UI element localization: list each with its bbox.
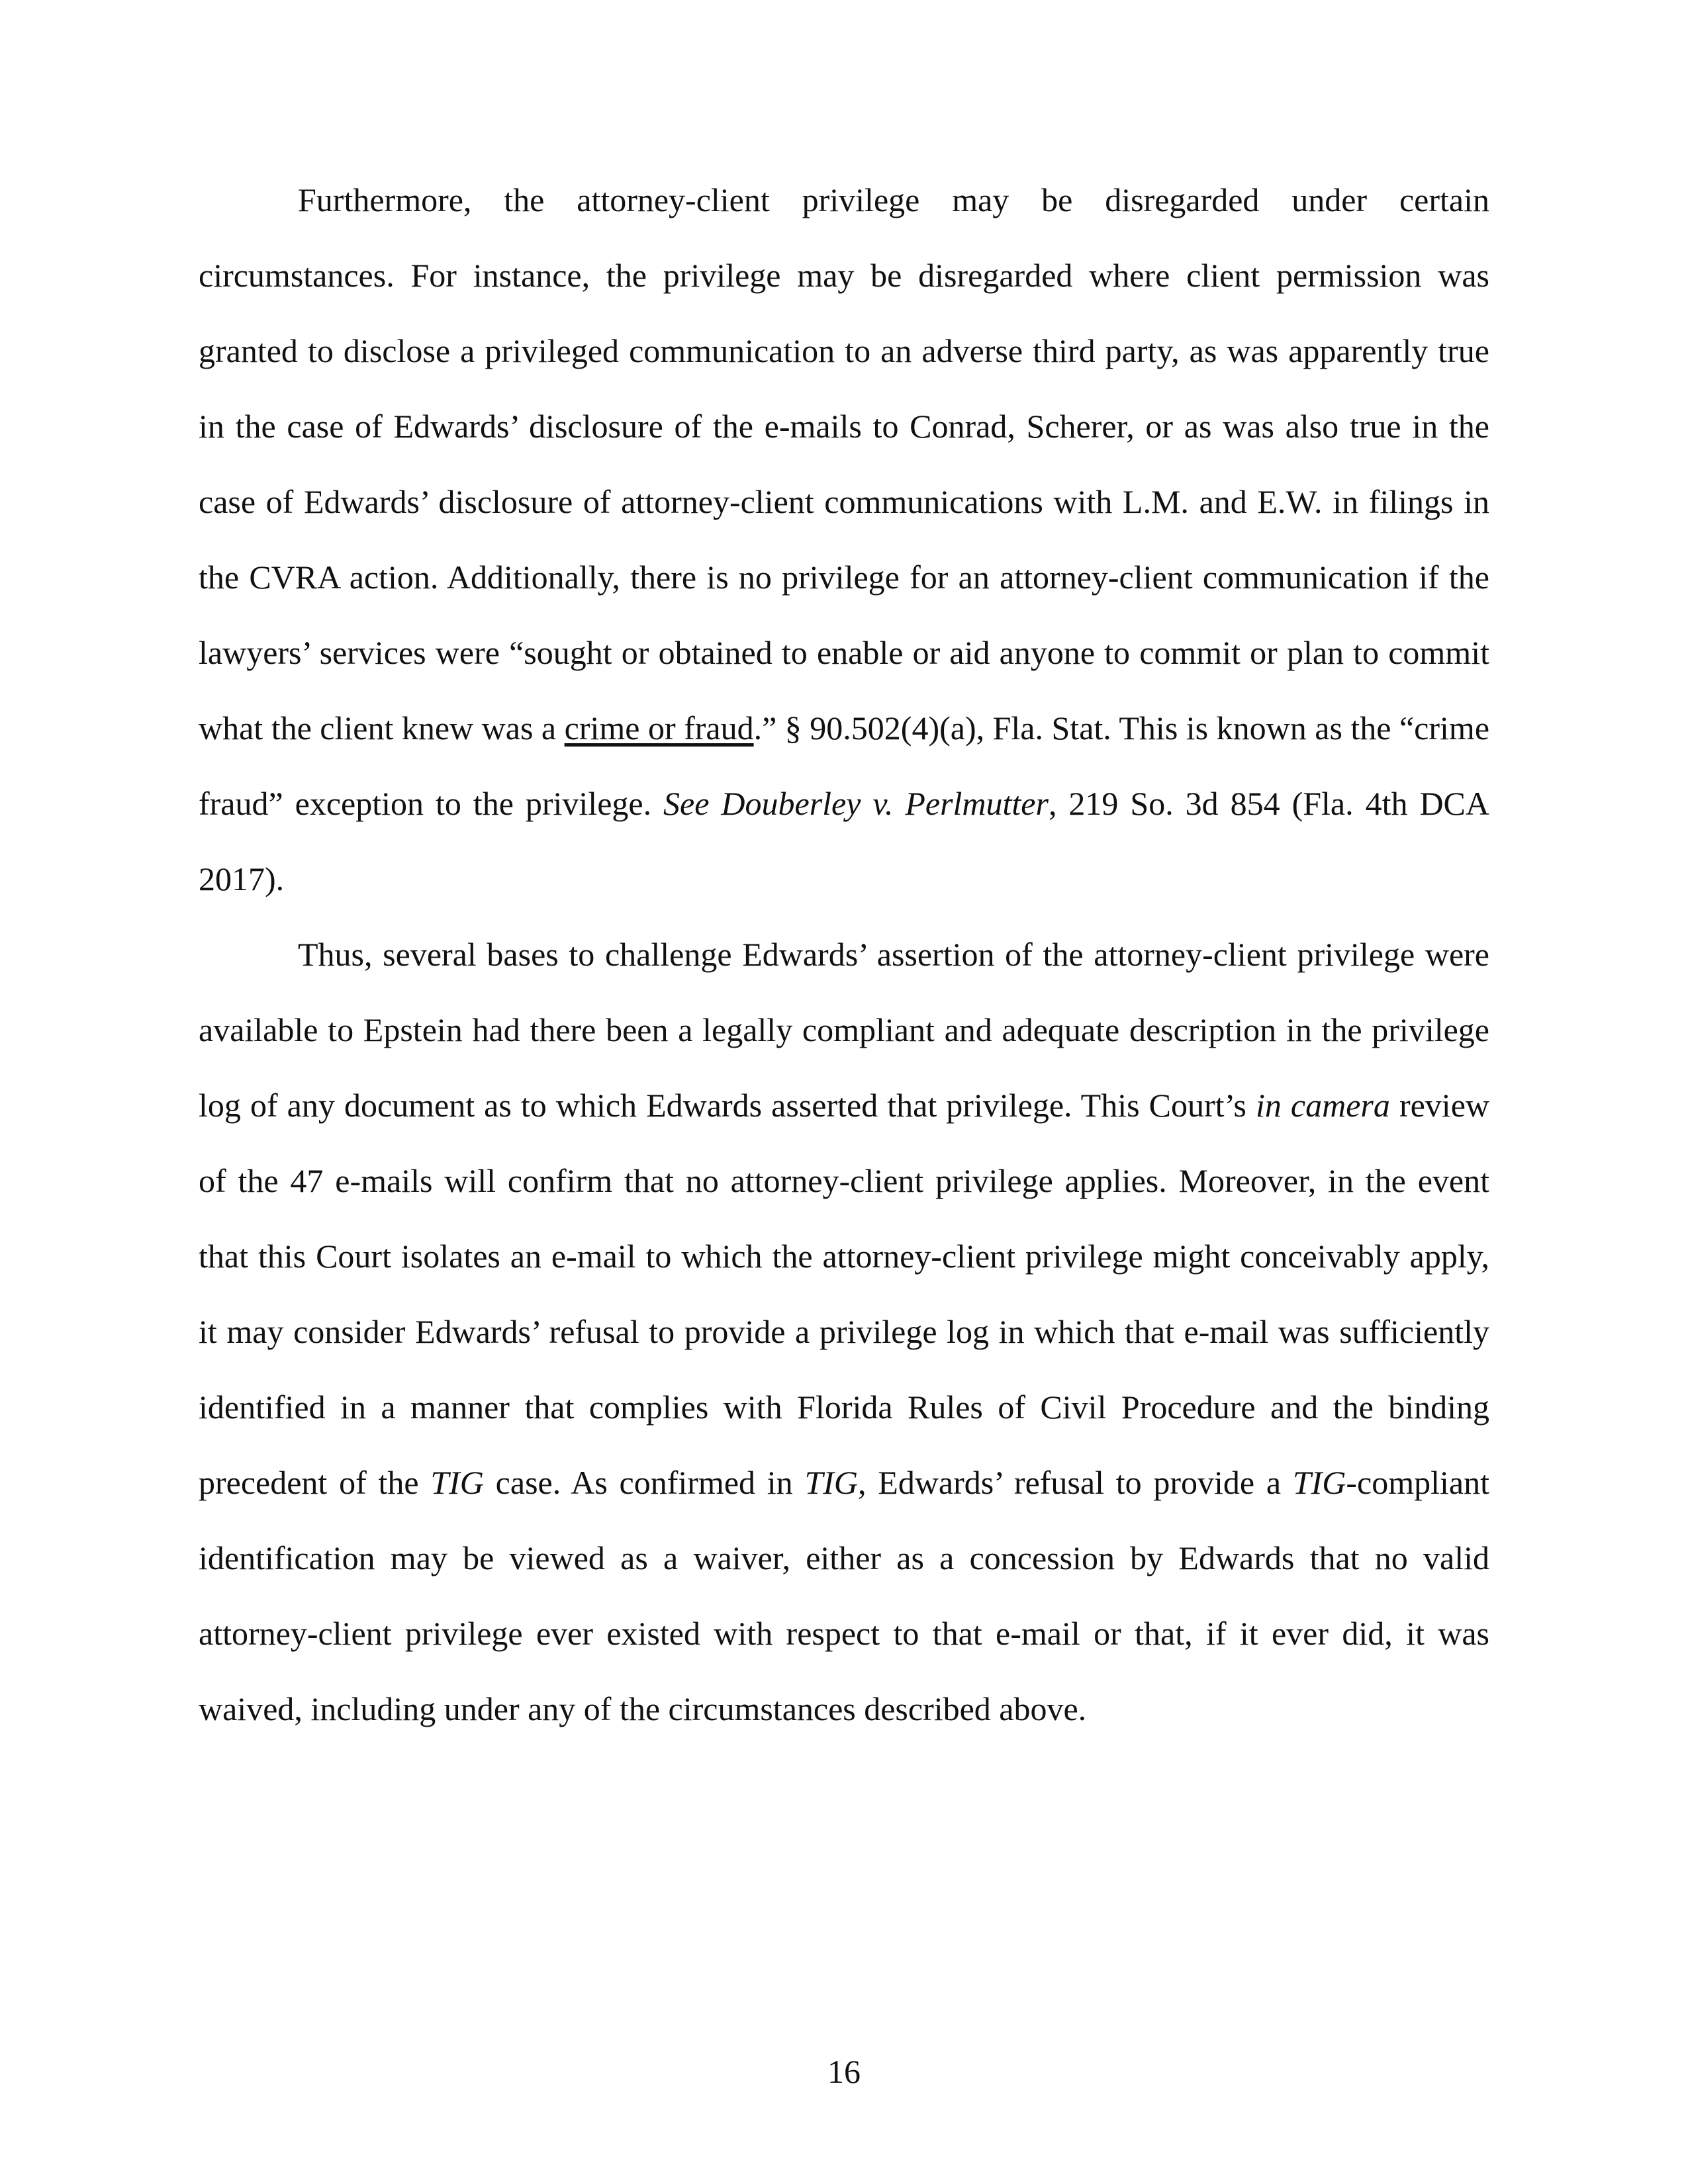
paragraph-challenge-bases — [199, 917, 1489, 1747]
paragraph-text: Thus, several bases to challenge Edwards’ assertion of the attorney-client privilege were available to Epstein had there been a legally compliant and adequate description in the privilege log of any document as to which Edwards asserted that privilege. This Court’s — [199, 936, 1489, 1124]
paragraph-text: , Edwards’ refusal to provide a — [858, 1464, 1293, 1501]
paragraph-privilege-exceptions — [199, 162, 1489, 917]
underlined-phrase-crime-or-fraud: crime or fraud — [564, 709, 754, 747]
paragraph-text: , 219 So. 3d 854 (Fla. 4th DCA 2017). — [199, 785, 1490, 897]
page-number: 16 — [827, 2053, 861, 2090]
case-citation-douberley: See Douberley v. Perlmutter — [663, 785, 1049, 822]
paragraph-text: .” § 90.502(4)(a), Fla. Stat. This is known as the “crime fraud” exception to the privilege. — [199, 709, 1490, 822]
paragraph-text: review of the 47 e-mails will confirm that no attorney-client privilege applies. Moreover, in the event that this Court isolates an e-mail to which the attorney-client privilege might conceivably apply, it may consider Edwards’ refusal to provide a privilege log in which that e-mail was sufficiently identified in a manner that complies with Florida Rules of Civil Procedure and the binding precedent of the — [199, 1087, 1489, 1501]
paragraph-text: -compliant identification may be viewed as a waiver, either as a concession by Edwards that no valid attorney-client privilege ever existed with respect to that e-mail or that, if it ever did, it was waived, including under any of the circumstances described above. — [199, 1464, 1490, 1727]
paragraph-text: Furthermore, the attorney-client privilege may be disregarded under certain circumstances. For instance, the privilege may be disregarded where client permission was granted to disclose a privileged communication to an adverse third party, as was apparently true in the case of Edwards’ disclosure of the e-mails to Conrad, Scherer, or as was also true in the case of Edwards’ disclosure of attorney-client communications with L.M. and E.W. in filings in the CVRA action. Additionally, there is no privilege for an attorney-client communication if the lawyers’ services were “sought or obtained to enable or aid anyone to commit or plan to commit what the client knew was a — [199, 181, 1489, 747]
paragraph-text: case. As confirmed in — [483, 1464, 805, 1501]
italic-phrase-in-camera: in camera — [1255, 1087, 1390, 1124]
case-name-tig: TIG — [1292, 1464, 1346, 1501]
document-body — [199, 162, 1489, 1747]
case-name-tig: TIG — [430, 1464, 484, 1501]
case-name-tig: TIG — [804, 1464, 859, 1501]
